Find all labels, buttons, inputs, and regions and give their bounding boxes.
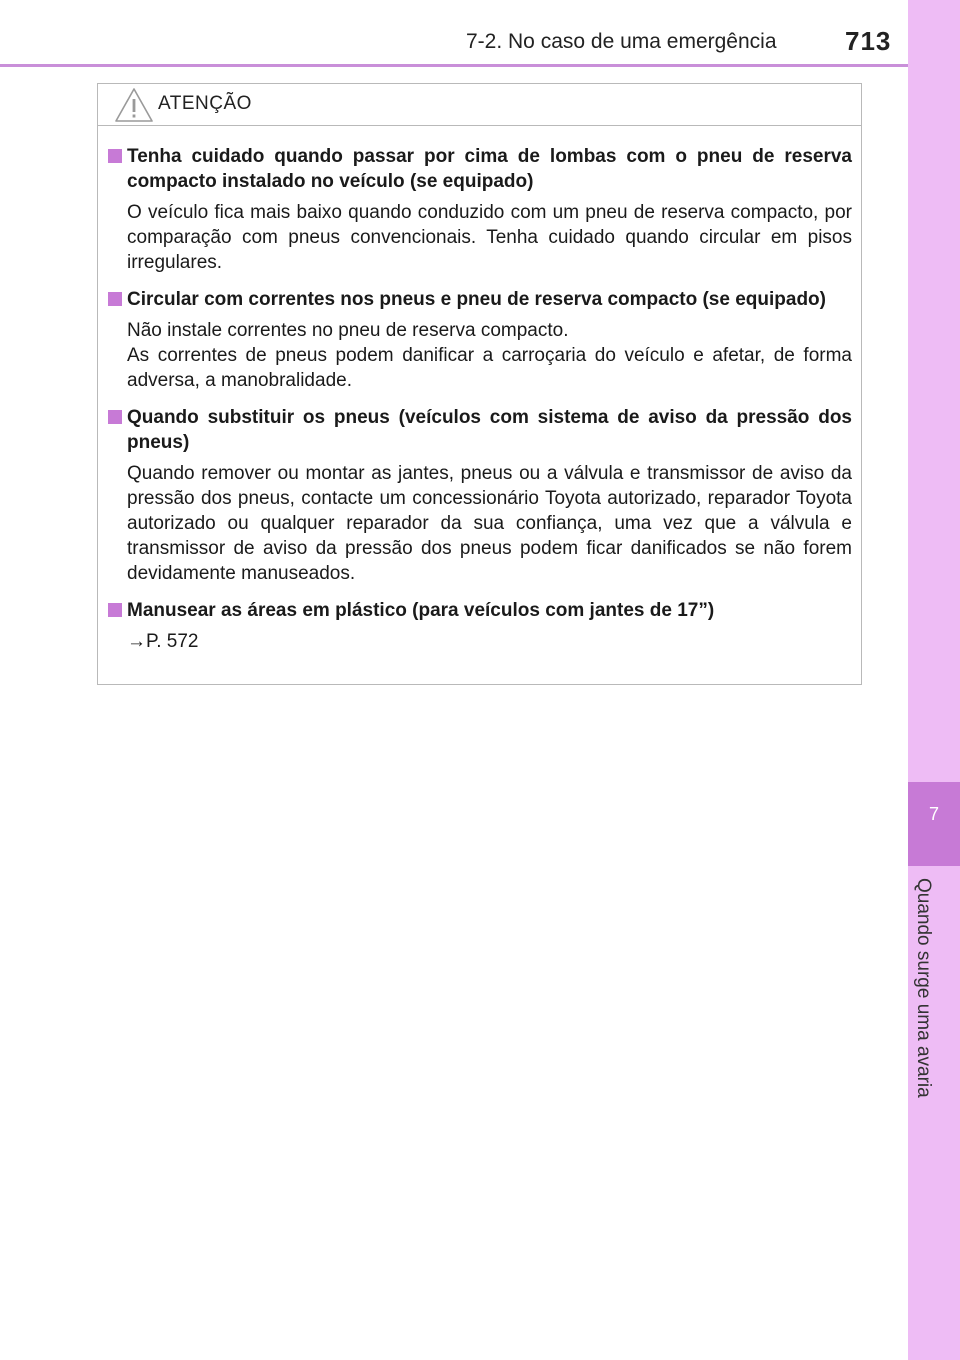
item-heading: Manusear as áreas em plástico (para veículos com jantes de 17”) bbox=[106, 598, 852, 623]
square-bullet-icon bbox=[108, 149, 122, 163]
warning-label: ATENÇÃO bbox=[158, 93, 252, 114]
section-title: 7-2. No caso de uma emergência bbox=[466, 30, 777, 53]
chapter-number: 7 bbox=[928, 804, 939, 824]
chapter-title: Quando surge uma avaria bbox=[913, 878, 934, 1098]
item-heading: Tenha cuidado quando passar por cima de lombas com o pneu de reserva compacto instalado no veículo (se equipado) bbox=[106, 144, 852, 194]
warning-triangle-icon bbox=[114, 87, 154, 123]
item-text: Não instale correntes no pneu de reserva compacto. As correntes de pneus podem danificar a carroçaria do veículo e afetar, de forma adversa, a manobralidade. bbox=[127, 320, 852, 391]
warning-item bbox=[106, 598, 852, 654]
square-bullet-icon bbox=[108, 292, 122, 306]
warning-header bbox=[98, 84, 861, 126]
side-tab bbox=[908, 0, 960, 1360]
item-heading: Circular com correntes nos pneus e pneu de reserva compacto (se equipado) bbox=[106, 287, 852, 312]
warning-item bbox=[106, 405, 852, 586]
page-reference-link[interactable]: →P. 572 bbox=[127, 631, 199, 652]
square-bullet-icon bbox=[108, 410, 122, 424]
warning-item bbox=[106, 287, 852, 393]
header-rule bbox=[0, 64, 908, 67]
square-bullet-icon bbox=[108, 603, 122, 617]
warning-body bbox=[98, 126, 861, 654]
warning-item bbox=[106, 144, 852, 275]
warning-box bbox=[97, 83, 862, 685]
item-heading: Quando substituir os pneus (veículos com sistema de aviso da pressão dos pneus) bbox=[106, 405, 852, 455]
item-text: O veículo fica mais baixo quando conduzido com um pneu de reserva compacto, por comparação com pneus convencionais. Tenha cuidado quando circular em pisos irregulares. bbox=[127, 202, 852, 273]
item-text: Quando remover ou montar as jantes, pneus ou a válvula e transmissor de aviso da pressão dos pneus, contacte um concessionário Toyota autorizado, reparador Toyota autorizado ou qualquer reparador da sua confiança, uma vez que a válvula e transmissor de aviso da pressão dos pneus podem ficar danificados se não forem devidamente manuseados. bbox=[127, 463, 852, 584]
page-number: 713 bbox=[845, 26, 892, 56]
